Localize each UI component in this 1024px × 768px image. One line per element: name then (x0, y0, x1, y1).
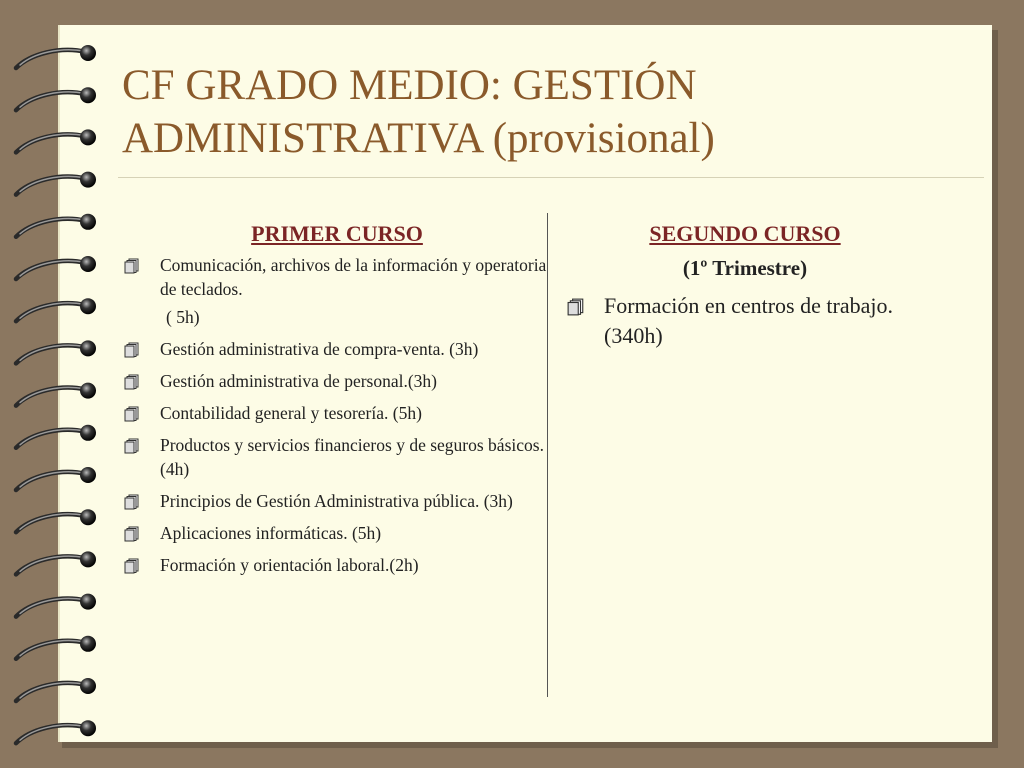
list-item (122, 253, 552, 301)
title-line-2: ADMINISTRATIVA (provisional) (122, 115, 715, 162)
binding-hole (80, 636, 96, 652)
title-divider (118, 177, 984, 178)
item-text: Comunicación, archivos de la información y operatoria de teclados. (160, 255, 547, 299)
notepad-bullet-icon (124, 494, 140, 510)
list-item (565, 291, 925, 351)
binding-hole (80, 425, 96, 441)
left-column (122, 221, 552, 585)
spiral-ring (16, 683, 86, 701)
list-item (122, 337, 552, 361)
binding-hole (80, 678, 96, 694)
binding-hole (80, 172, 96, 188)
spiral-ring (16, 345, 86, 363)
item-text: Principios de Gestión Administrativa pública. (3h) (160, 491, 513, 511)
list-item (122, 369, 552, 393)
spiral-ring (16, 472, 86, 490)
list-item (122, 433, 552, 481)
notepad-bullet-icon (567, 298, 585, 316)
spiral-ring (16, 641, 86, 659)
item-text: Gestión administrativa de personal.(3h) (160, 371, 438, 391)
spiral-ring (16, 177, 86, 195)
spiral-binding-icon (0, 0, 120, 768)
binding-hole (80, 129, 96, 145)
binding-hole (80, 340, 96, 356)
spiral-ring (16, 388, 86, 406)
notepad-bullet-icon (124, 558, 140, 574)
notepad-bullet-icon (124, 438, 140, 454)
binding-hole (80, 298, 96, 314)
list-item (122, 521, 552, 545)
spiral-ring (16, 219, 86, 237)
notepad-bullet-icon (124, 526, 140, 542)
notepad-bullet-icon (124, 374, 140, 390)
notebook-page (58, 25, 992, 742)
item-text: Formación en centros de trabajo. (340h) (604, 293, 893, 348)
spiral-ring (16, 134, 86, 152)
item-text: Contabilidad general y tesorería. (5h) (160, 403, 422, 423)
list-item (122, 553, 552, 577)
binding-hole (80, 256, 96, 272)
slide-title (122, 59, 715, 165)
spiral-ring (16, 50, 86, 68)
binding-hole (80, 214, 96, 230)
item-text: Productos y servicios financieros y de seguros básicos. (4h) (160, 435, 544, 479)
binding-hole (80, 45, 96, 61)
item-text: Aplicaciones informáticas. (5h) (160, 523, 382, 543)
spiral-ring (16, 92, 86, 110)
title-line-1: CF GRADO MEDIO: GESTIÓN (122, 62, 697, 109)
binding-hole (80, 594, 96, 610)
notepad-bullet-icon (124, 258, 140, 274)
list-item (122, 401, 552, 425)
binding-hole (80, 551, 96, 567)
trimestre-subheading: (1º Trimestre) (682, 256, 808, 280)
notepad-bullet-icon (124, 342, 140, 358)
binding-hole (80, 467, 96, 483)
item-text: Gestión administrativa de compra-venta. (3h) (160, 339, 479, 359)
segundo-curso-heading: SEGUNDO CURSO (649, 221, 841, 246)
spiral-ring (16, 556, 86, 574)
item-text: ( 5h) (166, 307, 200, 327)
binding-hole (80, 87, 96, 103)
spiral-ring (16, 303, 86, 321)
spiral-ring (16, 430, 86, 448)
binding-hole (80, 509, 96, 525)
notepad-bullet-icon (124, 406, 140, 422)
spiral-ring (16, 599, 86, 617)
spiral-ring (16, 514, 86, 532)
list-item-continuation (122, 305, 552, 329)
spiral-ring (16, 725, 86, 743)
right-column (565, 221, 925, 359)
list-item (122, 489, 552, 513)
binding-hole (80, 383, 96, 399)
primer-curso-heading: PRIMER CURSO (251, 221, 423, 246)
spiral-ring (16, 261, 86, 279)
item-text: Formación y orientación laboral.(2h) (160, 555, 419, 575)
binding-hole (80, 720, 96, 736)
